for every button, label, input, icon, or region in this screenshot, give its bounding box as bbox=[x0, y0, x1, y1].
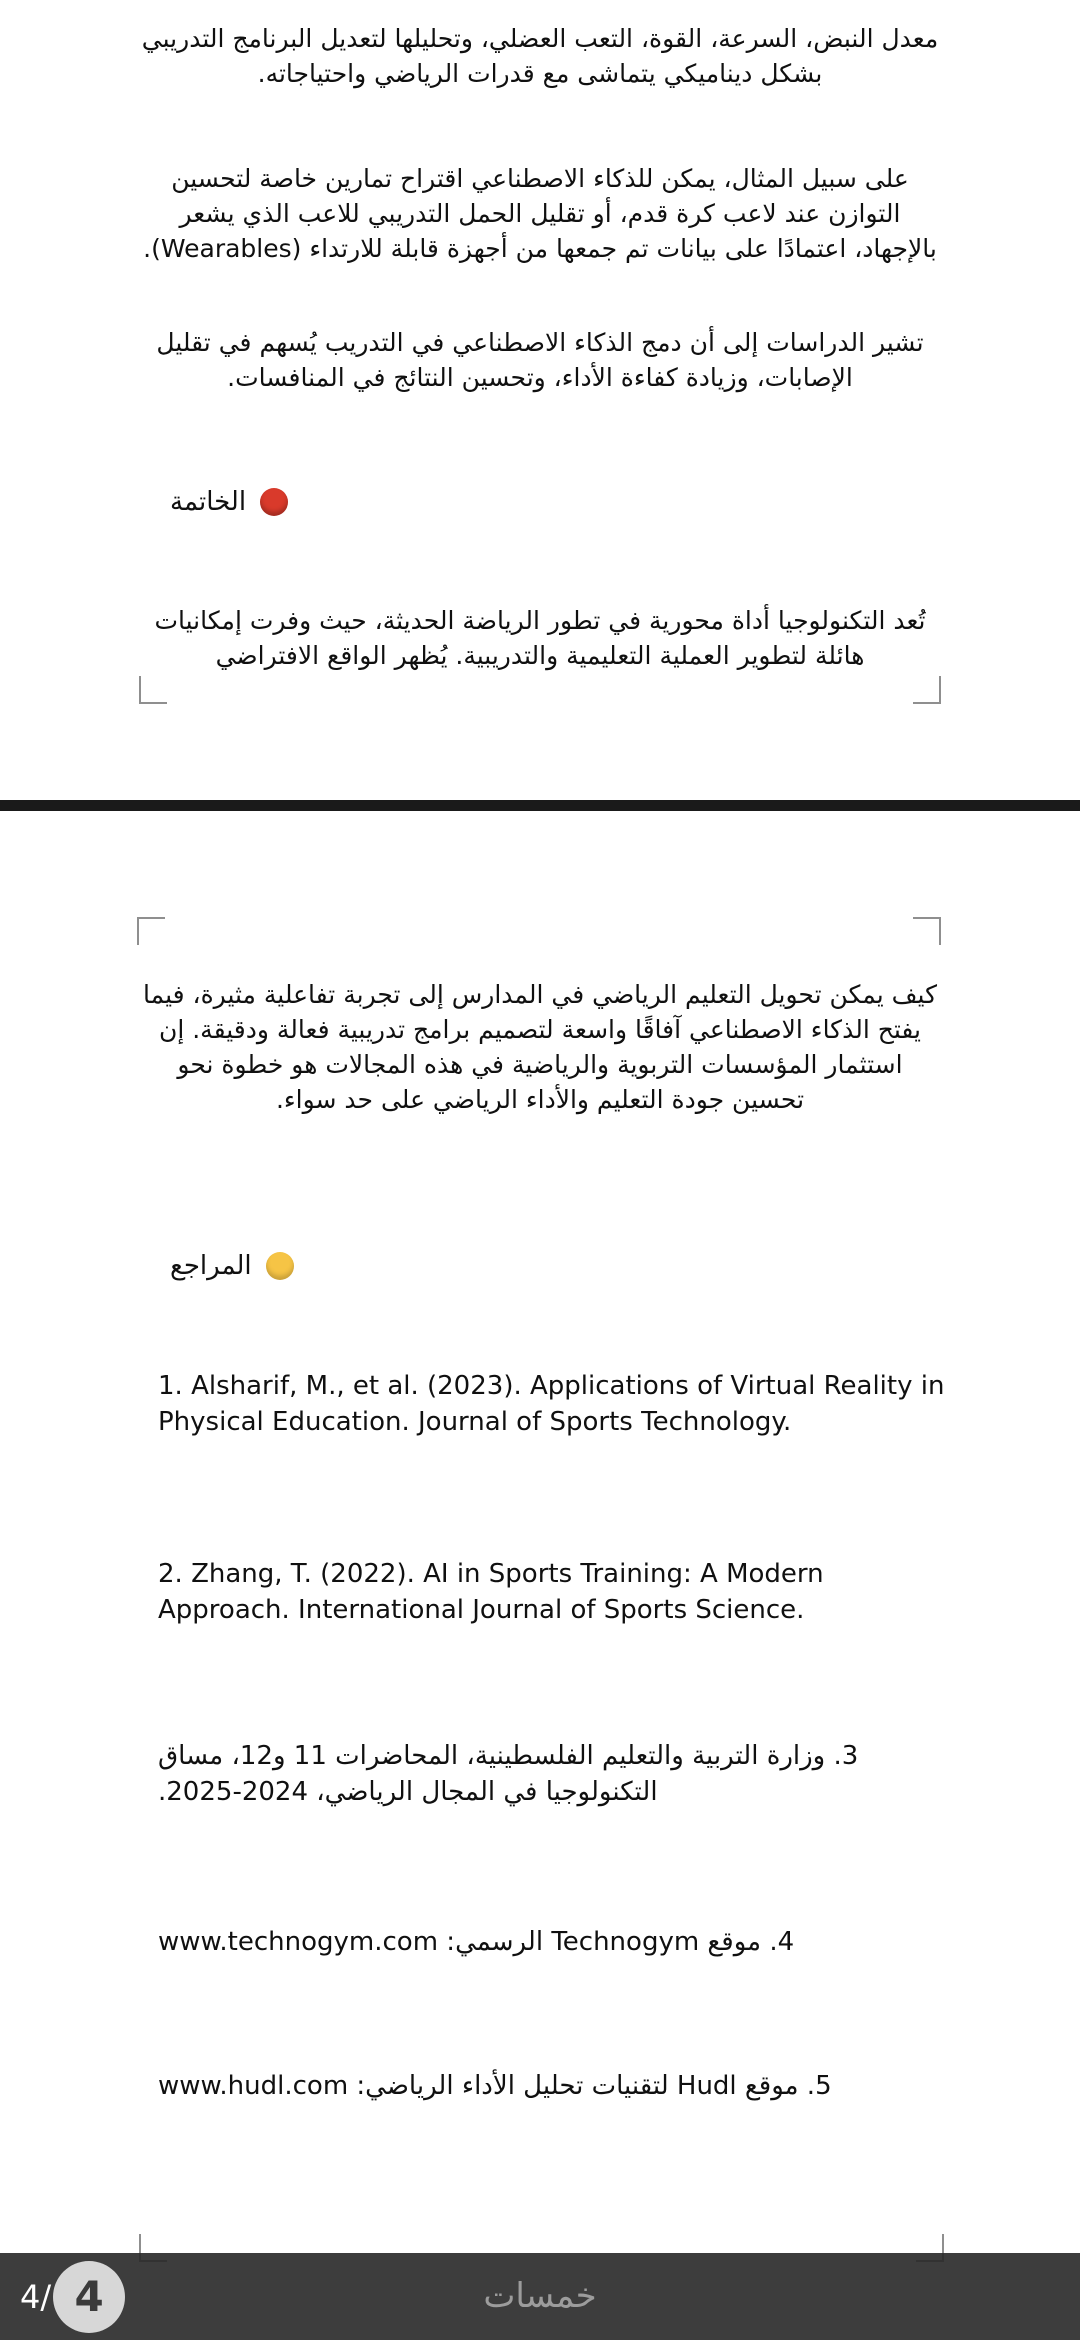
text-boundary-mark-top-right bbox=[913, 917, 941, 945]
text-boundary-mark-top-left bbox=[137, 917, 165, 945]
conclusion-heading-label: الخاتمة bbox=[170, 487, 247, 517]
page-indicator bbox=[20, 2253, 125, 2340]
paragraph-studies: تشير الدراسات إلى أن دمج الذكاء الاصطناعي في التدريب يُسهم في تقليل الإصابات، وزيادة كفاءة الأداء، وتحسين النتائج في المنافسات. bbox=[156, 328, 924, 392]
reference-item-2: 2. Zhang, T. (2022). AI in Sports Training: A Modern Approach. International Journal of Sports Science. bbox=[158, 1559, 824, 1625]
page-indicator-prefix: 4/ bbox=[20, 2277, 52, 2316]
page-indicator-circle bbox=[53, 2261, 125, 2333]
yellow-circle-icon bbox=[266, 1252, 294, 1280]
viewer-footer-bar[interactable] bbox=[0, 2253, 1080, 2340]
reference-item-1: 1. Alsharif, M., et al. (2023). Applications of Virtual Reality in Physical Education. Journal of Sports Technology. bbox=[158, 1371, 945, 1437]
text-boundary-mark-bottom-right bbox=[913, 676, 941, 704]
reference-item-4: 4. موقع Technogym الرسمي: www.technogym.com bbox=[158, 1927, 795, 1957]
references-heading-label: المراجع bbox=[170, 1251, 252, 1281]
paragraph-conclusion-start: تُعد التكنولوجيا أداة محورية في تطور الرياضة الحديثة، حيث وفرت إمكانيات هائلة لتطوير العملية التعليمية والتدريبية. يُظهر الواقع الافتراضي bbox=[154, 606, 926, 670]
red-circle-icon bbox=[260, 488, 288, 516]
paragraph-conclusion-continued: كيف يمكن تحويل التعليم الرياضي في المدارس إلى تجربة تفاعلية مثيرة، فيما يفتح الذكاء الاصطناعي آفاقًا واسعة لتصميم برامج تدريبية فعالة ودقيقة. إن استثمار المؤسسات التربوية والرياضية في هذه المجالات هو خطوة نحو تحسين جودة التعليم والأداء الرياضي على حد سواء. bbox=[143, 980, 937, 1114]
paragraph-ai-example: على سبيل المثال، يمكن للذكاء الاصطناعي اقتراح تمارين خاصة لتحسين التوازن عند لاعب كرة قدم، أو تقليل الحمل التدريبي للاعب الذي يشعر بالإجهاد، اعتمادًا على بيانات تم جمعها من أجهزة قابلة للارتداء (Wearables). bbox=[143, 164, 937, 263]
reference-item-3: 3. وزارة التربية والتعليم الفلسطينية، المحاضرات 11 و12، مساق التكنولوجيا في المجال الرياضي، 2024-2025. bbox=[158, 1741, 859, 1807]
references-heading bbox=[170, 1250, 294, 1282]
conclusion-heading bbox=[170, 486, 288, 518]
page-indicator-current: 4 bbox=[74, 2271, 104, 2321]
paragraph-training-metrics: معدل النبض، السرعة، القوة، التعب العضلي، وتحليلها لتعديل البرنامج التدريبي بشكل ديناميكي يتماشى مع قدرات الرياضي واحتياجاته. bbox=[141, 24, 939, 88]
text-boundary-mark-bottom-left bbox=[139, 676, 167, 704]
page-separator bbox=[0, 800, 1080, 811]
reference-item-5: 5. موقع Hudl لتقنيات تحليل الأداء الرياضي: www.hudl.com bbox=[158, 2071, 832, 2101]
watermark: خمسات bbox=[483, 2276, 597, 2316]
